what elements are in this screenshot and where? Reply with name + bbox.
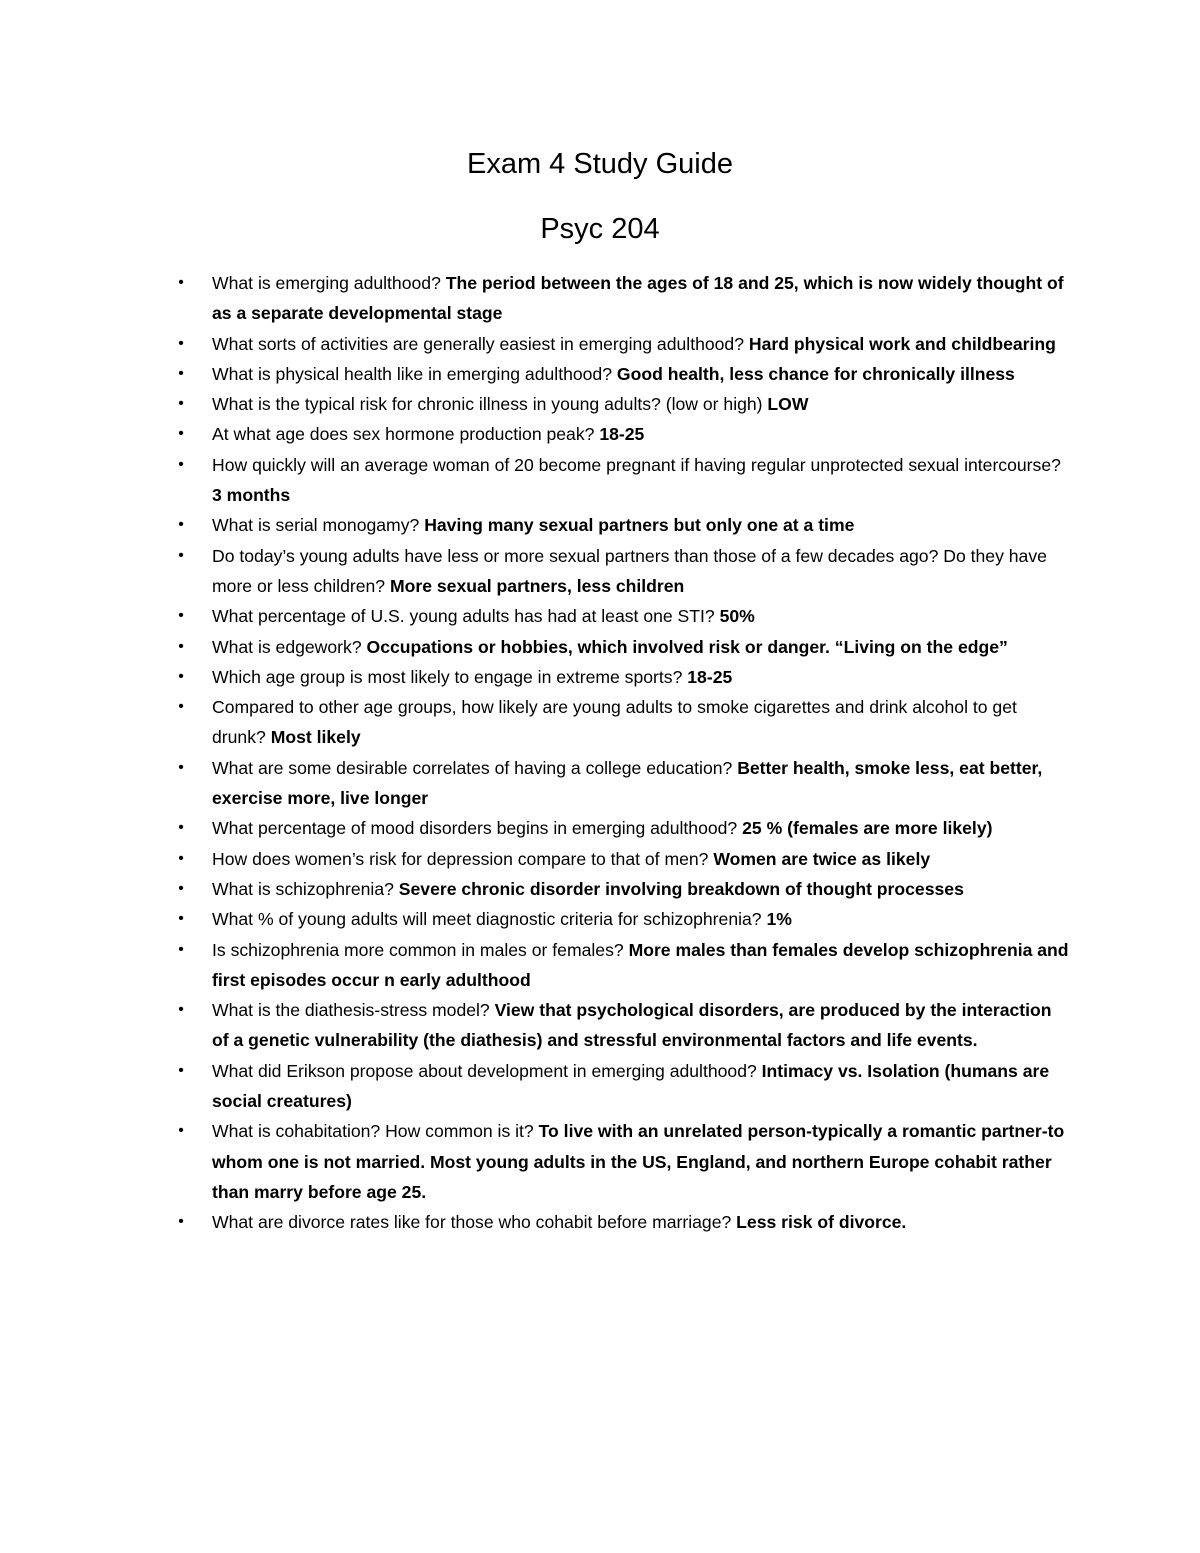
bullet-icon: • (178, 758, 184, 776)
bullet-icon: • (178, 667, 184, 685)
question-text: At what age does sex hormone production peak? (212, 424, 600, 445)
question-text: Do today’s young adults have less or more sexual partners than those of a few decades ago? Do they have more or less children? (212, 545, 1047, 596)
bullet-icon: • (178, 698, 184, 716)
answer-text: Women are twice as likely (713, 848, 931, 869)
question-text: What is edgework? (212, 636, 367, 657)
list-item (0, 935, 1200, 996)
answer-text: 25 % (females are more likely) (742, 818, 993, 839)
list-item (0, 359, 1200, 389)
list-item (0, 662, 1200, 692)
list-item (0, 813, 1200, 843)
question-text: What is the typical risk for chronic illness in young adults? (low or high) (212, 394, 768, 415)
answer-text: Less risk of divorce. (736, 1212, 907, 1233)
answer-text: View that psychological disorders, are produced by the interaction of a genetic vulnerability (the diathesis) and stressful environmental factors and life events. (212, 1000, 1052, 1051)
answer-text: 50% (719, 606, 755, 627)
question-text: How quickly will an average woman of 20 become pregnant if having regular unprotected sexual intercourse? (212, 454, 1061, 475)
answer-text: Severe chronic disorder involving breakdown of thought processes (398, 878, 964, 899)
answer-text: Most likely (270, 727, 361, 748)
bullet-icon: • (178, 334, 184, 352)
question-text: What % of young adults will meet diagnostic criteria for schizophrenia? (212, 909, 767, 930)
question-text: What did Erikson propose about development in emerging adulthood? (212, 1060, 762, 1081)
bullet-icon: • (178, 1061, 184, 1079)
answer-text: The period between the ages of 18 and 25, which is now widely thought of as a separate developmental stage (212, 273, 1064, 324)
bullet-icon: • (178, 364, 184, 382)
bullet-icon: • (178, 455, 184, 473)
list-item (0, 1116, 1200, 1207)
answer-text: Occupations or hobbies, which involved risk or danger. “Living on the edge” (366, 636, 1008, 657)
answer-text: 3 months (212, 485, 291, 506)
answer-text: More sexual partners, less children (389, 575, 685, 596)
bullet-icon: • (178, 395, 184, 413)
answer-text: Intimacy vs. Isolation (humans are social creatures) (212, 1060, 1050, 1112)
question-text: What are some desirable correlates of having a college education? (212, 757, 738, 778)
answer-text: 18-25 (599, 424, 645, 445)
answer-text: LOW (767, 394, 809, 415)
question-text: What percentage of U.S. young adults has had at least one STI? (212, 606, 720, 627)
question-text: Which age group is most likely to engage in extreme sports? (212, 666, 688, 687)
question-text: Compared to other age groups, how likely are young adults to smoke cigarettes and drink alcohol to get drunk? (212, 697, 1017, 748)
list-item (0, 632, 1200, 662)
answer-text: 1% (766, 909, 792, 930)
list-item (0, 874, 1200, 904)
bullet-icon: • (178, 425, 184, 443)
question-text: What is physical health like in emerging adulthood? (212, 363, 617, 384)
answer-text: Good health, less chance for chronically illness (616, 363, 1015, 384)
question-text: What sorts of activities are generally easiest in emerging adulthood? (212, 333, 749, 354)
list-item (0, 692, 1200, 753)
list-item (0, 510, 1200, 540)
question-text: What is emerging adulthood? (212, 273, 446, 293)
bullet-icon: • (178, 940, 184, 958)
list-item (0, 995, 1200, 1056)
list-item (0, 450, 1200, 511)
bullet-icon: • (178, 910, 184, 928)
question-text: What percentage of mood disorders begins in emerging adulthood? (212, 818, 743, 839)
list-item (0, 268, 1200, 329)
question-text: What is serial monogamy? (212, 515, 425, 536)
list-item (0, 753, 1200, 814)
list-item (0, 1056, 1200, 1117)
document-title: Exam 4 Study Guide (467, 148, 733, 180)
list-item (0, 1207, 1200, 1237)
bullet-icon: • (178, 849, 184, 867)
bullet-icon: • (178, 274, 184, 291)
answer-text: More males than females develop schizophrenia and first episodes occur n early adulthood (212, 939, 1069, 990)
answer-text: Hard physical work and childbearing (748, 333, 1056, 354)
bullet-icon: • (178, 879, 184, 897)
bullet-icon: • (178, 607, 184, 625)
answer-text: 18-25 (687, 666, 733, 687)
list-item (0, 329, 1200, 359)
bullet-icon: • (178, 516, 184, 534)
question-text: What is the diathesis-stress model? (212, 1000, 495, 1021)
list-item (0, 419, 1200, 449)
list-item (0, 389, 1200, 419)
list-item (0, 601, 1200, 631)
bullet-icon: • (178, 546, 184, 564)
list-item (0, 844, 1200, 874)
question-list (0, 268, 1200, 1238)
document-subtitle: Psyc 204 (540, 213, 660, 245)
question-text: Is schizophrenia more common in males or females? (212, 939, 629, 960)
bullet-icon: • (178, 637, 184, 655)
bullet-icon: • (178, 1122, 184, 1140)
list-item (0, 904, 1200, 934)
bullet-icon: • (178, 1213, 184, 1231)
question-text: What are divorce rates like for those who cohabit before marriage? (212, 1212, 737, 1233)
question-text: What is schizophrenia? (212, 878, 399, 899)
list-item (0, 541, 1200, 602)
answer-text: Having many sexual partners but only one at a time (424, 515, 855, 536)
question-text: How does women’s risk for depression compare to that of men? (212, 848, 714, 869)
question-text: What is cohabitation? How common is it? (212, 1121, 539, 1142)
answer-text: Better health, smoke less, eat better, exercise more, live longer (212, 757, 1043, 809)
bullet-icon: • (178, 819, 184, 837)
answer-text: To live with an unrelated person-typically a romantic partner-to whom one is not married. Most young adults in the US, England, and northern Europe cohabit rather than marry before age 25. (212, 1121, 1065, 1202)
bullet-icon: • (178, 1001, 184, 1019)
